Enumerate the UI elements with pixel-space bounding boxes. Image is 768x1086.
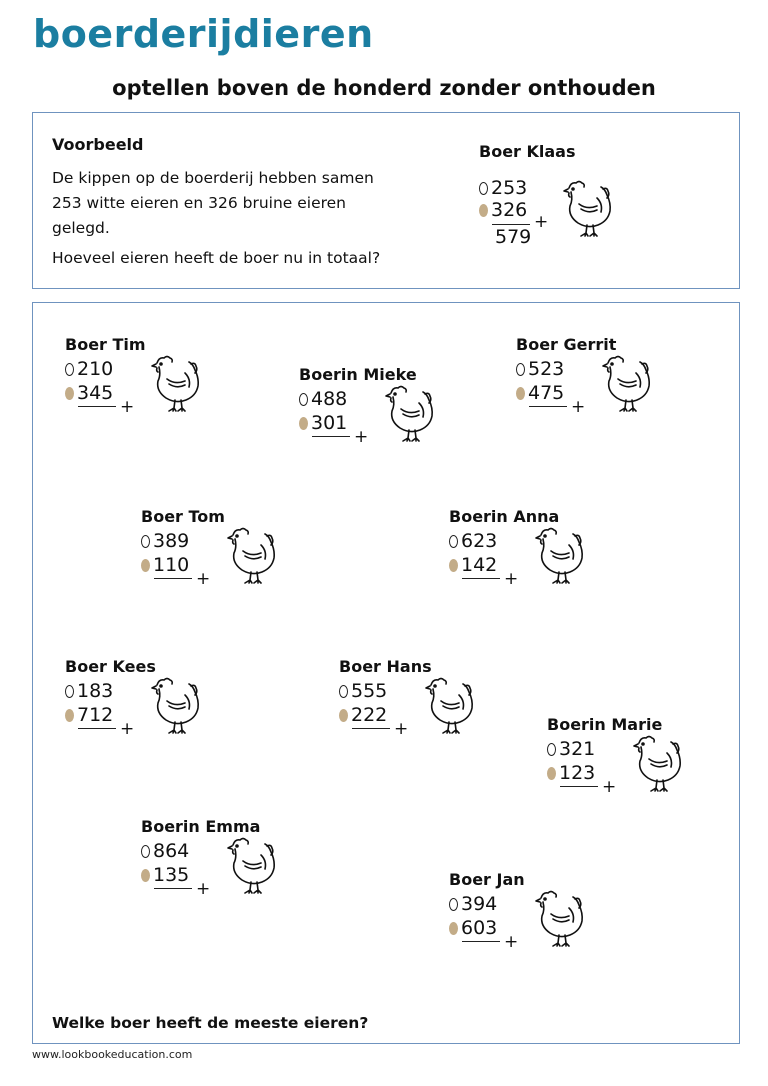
sum-line: [312, 436, 350, 437]
white-egg-icon: [141, 845, 150, 858]
plus-sign: +: [120, 719, 135, 739]
brown-egg-icon: [479, 204, 488, 217]
sum-line: [529, 406, 567, 407]
white-egg-count: 864: [153, 840, 190, 862]
white-egg-count: 394: [461, 893, 498, 915]
farmer-name: Boer Jan: [449, 870, 525, 889]
brown-egg-row: [449, 916, 497, 940]
hen-icon: [381, 381, 437, 445]
white-egg-row: [449, 892, 497, 916]
brown-egg-row: [339, 703, 387, 727]
white-egg-icon: [339, 685, 348, 698]
white-egg-row: [141, 529, 189, 553]
example-box: [32, 112, 740, 289]
brown-egg-icon: [299, 417, 308, 430]
white-egg-row: [141, 839, 189, 863]
brown-egg-icon: [141, 869, 150, 882]
example-answer: 579: [495, 226, 532, 248]
brown-egg-icon: [516, 387, 525, 400]
plus-sign: +: [196, 569, 211, 589]
white-egg-row: [65, 679, 113, 703]
white-egg-count: 623: [461, 530, 498, 552]
brown-egg-count: 222: [351, 704, 388, 726]
brown-egg-row: [141, 863, 189, 887]
hen-icon: [147, 351, 203, 415]
page-subtitle: optellen boven de honderd zonder onthouden: [112, 76, 656, 100]
white-egg-row: [449, 529, 497, 553]
farmer-name: Boer Tim: [65, 335, 146, 354]
brown-egg-icon: [65, 709, 74, 722]
farmer-name: Boer Kees: [65, 657, 156, 676]
brown-egg-row: [516, 381, 564, 405]
hen-icon: [223, 523, 279, 587]
plus-sign: +: [602, 777, 617, 797]
problem-card: [65, 335, 215, 447]
white-egg-icon: [449, 898, 458, 911]
white-egg-count: 253: [491, 177, 528, 199]
plus-sign: +: [504, 932, 519, 952]
brown-egg-row: [299, 411, 347, 435]
brown-egg-row: [479, 198, 527, 222]
farmer-name: Boer Klaas: [479, 142, 576, 161]
plus-sign: +: [120, 397, 135, 417]
sum-line: [352, 728, 390, 729]
exercise-box: [32, 302, 740, 1044]
brown-egg-row: [141, 553, 189, 577]
plus-sign: +: [534, 212, 549, 232]
white-egg-icon: [479, 182, 488, 195]
white-egg-icon: [65, 685, 74, 698]
example-problem: [479, 142, 629, 254]
plus-sign: +: [196, 879, 211, 899]
brown-egg-count: 345: [77, 382, 114, 404]
example-text: De kippen op de boerderij hebben samen 253 witte eieren en 326 bruine eieren gelegd.: [52, 169, 374, 237]
white-egg-count: 210: [77, 358, 114, 380]
white-egg-row: [299, 387, 347, 411]
plus-sign: +: [354, 427, 369, 447]
plus-sign: +: [504, 569, 519, 589]
brown-egg-count: 135: [153, 864, 190, 886]
farmer-name: Boer Hans: [339, 657, 432, 676]
farmer-name: Boerin Emma: [141, 817, 261, 836]
white-egg-row: [516, 357, 564, 381]
hen-icon: [629, 731, 685, 795]
plus-sign: +: [571, 397, 586, 417]
brown-egg-icon: [449, 559, 458, 572]
brown-egg-icon: [141, 559, 150, 572]
sum-line: [154, 888, 192, 889]
sum-line: [560, 786, 598, 787]
brown-egg-count: 475: [528, 382, 565, 404]
sum-line: [462, 941, 500, 942]
white-egg-count: 389: [153, 530, 190, 552]
white-egg-row: [339, 679, 387, 703]
brown-egg-count: 110: [153, 554, 190, 576]
problem-card: [141, 817, 291, 929]
white-egg-icon: [141, 535, 150, 548]
brown-egg-icon: [547, 767, 556, 780]
hen-icon: [531, 886, 587, 950]
farmer-name: Boerin Marie: [547, 715, 663, 734]
problem-card: [299, 365, 449, 477]
farmer-name: Boerin Anna: [449, 507, 560, 526]
white-egg-count: 488: [311, 388, 348, 410]
page-title: boerderijdieren: [33, 12, 374, 56]
problem-card: [65, 657, 215, 769]
farmer-name: Boer Tom: [141, 507, 225, 526]
plus-sign: +: [394, 719, 409, 739]
problem-card: [547, 715, 697, 827]
problem-card: [516, 335, 666, 447]
white-egg-icon: [299, 393, 308, 406]
brown-egg-count: 603: [461, 917, 498, 939]
brown-egg-count: 123: [559, 762, 596, 784]
brown-egg-icon: [339, 709, 348, 722]
problem-card: [141, 507, 291, 619]
problem-card: [449, 870, 599, 982]
brown-egg-icon: [65, 387, 74, 400]
white-egg-count: 321: [559, 738, 596, 760]
brown-egg-count: 142: [461, 554, 498, 576]
farmer-name: Boerin Mieke: [299, 365, 417, 384]
footer-url: www.lookbookeducation.com: [32, 1048, 193, 1061]
brown-egg-count: 712: [77, 704, 114, 726]
hen-icon: [559, 176, 615, 240]
hen-icon: [147, 673, 203, 737]
hen-icon: [598, 351, 654, 415]
sum-line: [78, 406, 116, 407]
brown-egg-row: [449, 553, 497, 577]
white-egg-row: [65, 357, 113, 381]
brown-egg-count: 301: [311, 412, 348, 434]
white-egg-icon: [547, 743, 556, 756]
final-question: Welke boer heeft de meeste eieren?: [52, 1014, 369, 1032]
brown-egg-icon: [449, 922, 458, 935]
example-question: Hoeveel eieren heeft de boer nu in totaal?: [52, 249, 381, 267]
hen-icon: [421, 673, 477, 737]
sum-line: [462, 578, 500, 579]
white-egg-icon: [65, 363, 74, 376]
farmer-name: Boer Gerrit: [516, 335, 617, 354]
problem-card: [449, 507, 599, 619]
white-egg-count: 523: [528, 358, 565, 380]
white-egg-row: [547, 737, 595, 761]
white-egg-icon: [516, 363, 525, 376]
sum-line: [78, 728, 116, 729]
problem-card: [339, 657, 489, 769]
hen-icon: [531, 523, 587, 587]
white-egg-icon: [449, 535, 458, 548]
example-heading: Voorbeeld: [52, 135, 144, 154]
brown-egg-row: [65, 703, 113, 727]
sum-line: [492, 224, 530, 225]
white-egg-count: 555: [351, 680, 388, 702]
sum-line: [154, 578, 192, 579]
hen-icon: [223, 833, 279, 897]
white-egg-count: 183: [77, 680, 114, 702]
brown-egg-row: [547, 761, 595, 785]
brown-egg-count: 326: [491, 199, 528, 221]
brown-egg-row: [65, 381, 113, 405]
white-egg-row: [479, 176, 527, 200]
